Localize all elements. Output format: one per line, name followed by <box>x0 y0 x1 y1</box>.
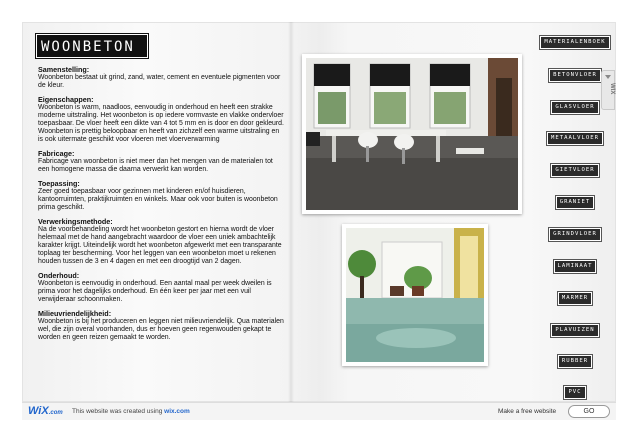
nav-item-pvc[interactable] <box>540 380 610 399</box>
office-room-image <box>306 58 518 210</box>
section-body: Na de voorbehandeling wordt het woonbeton gestort en hierna wordt de vloer helemaal met de hand aangebracht waardoor de vloer een uniek ambachtelijk karakter krijgt. Uiteindelijk wordt het woonbeton afgewerkt met een transparante toplaag ter bescherming. Voor het leggen van een woonbeton moet u rekenen houden tussen de 3 en 4 dagen en met een droogtijd van 2 dagen. <box>38 226 282 265</box>
section-body: Zeer goed toepasbaar voor gezinnen met kinderen en/of huisdieren, kantoorruimten, praktijkruimten en winkels. Maar ook voor buiten is woonbeton prima geschikt. <box>38 188 278 211</box>
interior-photo-office <box>302 54 522 214</box>
section-body: Woonbeton bestaat uit grind, zand, water, cement en eventuele pigmenten voor de kleur. <box>38 74 281 89</box>
nav-item-plavuizen[interactable] <box>540 318 610 337</box>
free-website-text: Make a free website <box>498 408 557 415</box>
section-heading: Verwerkingsmethode: <box>38 217 113 226</box>
nav-item-laminaat[interactable] <box>540 254 610 273</box>
nav-label: RUBBER <box>558 355 592 368</box>
hall-room-image <box>346 228 484 362</box>
wix-link[interactable]: wix.com <box>164 408 190 415</box>
chevron-down-icon <box>605 75 611 79</box>
section-verwerkingsmethode <box>38 218 284 266</box>
wix-logo-text: WiX <box>28 405 49 417</box>
nav-label: BETONVLOER <box>549 69 601 82</box>
nav-label: METAALVLOER <box>547 132 603 145</box>
section-body: Fabricage van woonbeton is niet meer dan het mengen van de materialen tot een homogene massa die daarna verwerkt kan worden. <box>38 158 273 173</box>
wix-logo[interactable] <box>28 405 63 417</box>
nav-item-rubber[interactable] <box>540 349 610 368</box>
section-toepassing <box>38 180 284 212</box>
nav-label: GIETVLOER <box>551 164 598 177</box>
section-heading: Eigenschappen: <box>38 95 94 104</box>
wix-side-tab[interactable] <box>601 70 615 110</box>
nav-label: PLAVUIZEN <box>551 324 598 337</box>
interior-photo-hall <box>342 224 488 366</box>
go-button[interactable]: GO <box>568 405 610 418</box>
section-heading: Onderhoud: <box>38 271 80 280</box>
nav-label: MARMER <box>558 292 592 305</box>
section-heading: Toepassing: <box>38 179 80 188</box>
nav-label: PVC <box>564 386 585 399</box>
section-heading: Fabricage: <box>38 149 75 158</box>
section-milieuvriendelijkheid <box>38 310 284 342</box>
nav-item-glasvloer[interactable] <box>540 95 610 114</box>
section-heading: Milieuvriendelijkheid: <box>38 309 112 318</box>
nav-label: LAMINAAT <box>554 260 597 273</box>
nav-item-marmer[interactable] <box>540 286 610 305</box>
created-by-text <box>72 408 190 415</box>
nav-item-materialenboek[interactable] <box>540 30 610 49</box>
section-fabricage <box>38 150 284 174</box>
nav-label: GRINDVLOER <box>549 228 601 241</box>
section-body: Woonbeton is eenvoudig in onderhoud. Een aantal maal per week dweilen is prima voor het dagelijks onderhoud. En één keer per jaar met een vuil verwijderaar schoonmaken. <box>38 280 272 303</box>
nav-label: MATERIALENBOEK <box>540 36 609 49</box>
section-onderhoud <box>38 272 284 304</box>
page-title: WOONBETON <box>36 34 148 58</box>
section-body: Woonbeton is bij het produceren en leggen niet milieuvriendelijk. Qua materialen wel, die zijn overal voorhanden, dus er hoeven geen regenwouden gekapt te worden en geen reizen gemaakt te worden. <box>38 318 284 341</box>
nav-item-metaalvloer[interactable] <box>540 126 610 145</box>
side-tab-label: WIX <box>609 83 615 95</box>
nav-item-graniet[interactable] <box>540 190 610 209</box>
article-text <box>38 66 284 348</box>
nav-label: GLASVLOER <box>551 101 598 114</box>
wix-logo-suffix: .com <box>48 410 63 416</box>
nav-item-betonvloer[interactable] <box>540 63 610 82</box>
nav-item-grindvloer[interactable] <box>540 222 610 241</box>
section-eigenschappen <box>38 96 284 144</box>
wix-footer-bar <box>22 402 616 420</box>
section-samenstelling <box>38 66 284 90</box>
nav-label: GRANIET <box>556 196 595 209</box>
created-text: This website was created using <box>72 408 163 415</box>
nav-item-gietvloer[interactable] <box>540 158 610 177</box>
page-spine <box>288 22 294 402</box>
section-body: Woonbeton is warm, naadloos, eenvoudig in onderhoud en heeft een strakke moderne uitstraling. Het woonbeton is op iedere vormvaste en vlakke ondervloer toepasbaar. De vloer heeft een dikte van 4 tot 5 mm en is door en door gekleurd. Woonbeton is prettig beloopbaar en heeft van zichzelf een warme uitstraling en is ook uitermate geschikt voor vloeren met vloerverwarming <box>38 104 284 143</box>
section-heading: Samenstelling: <box>38 65 90 74</box>
